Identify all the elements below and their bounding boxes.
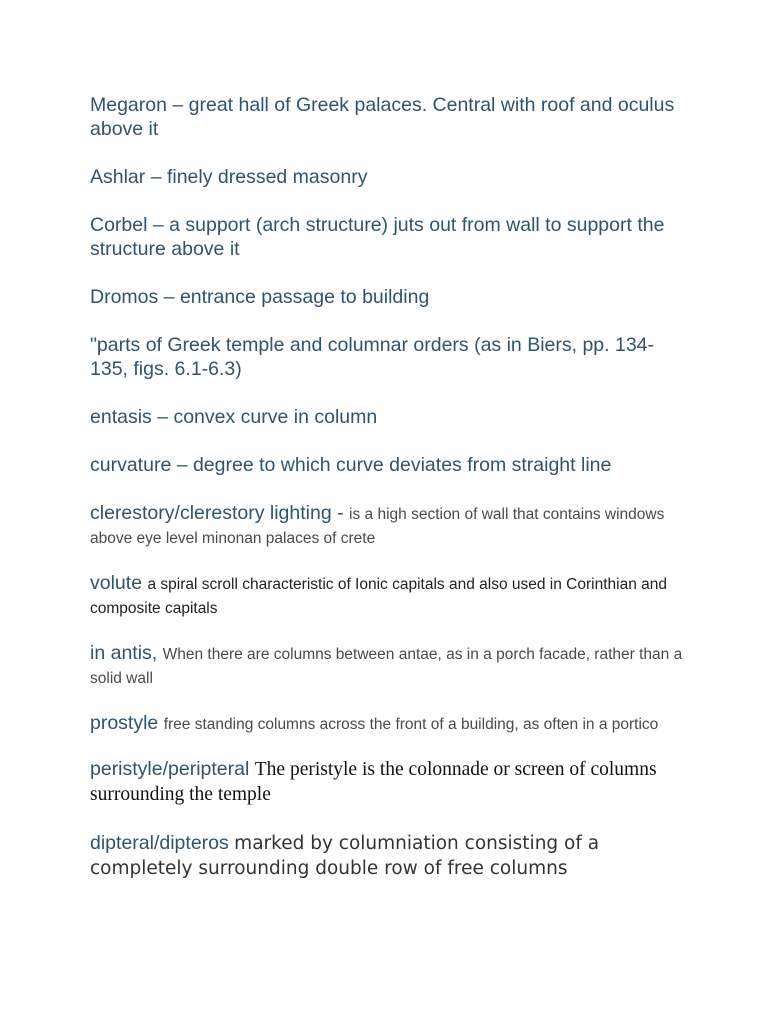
- entry-dromos: Dromos – entrance passage to building: [90, 286, 430, 308]
- entry-corbel: Corbel – a support (arch structure) juts out from wall to support the structure above it: [90, 214, 665, 260]
- term-prostyle: prostyle: [90, 712, 159, 734]
- entry-volute: [90, 571, 690, 619]
- entry-peristyle: [90, 757, 690, 807]
- definition-clerestory: is a high section of wall that contains windows above eye level minonan palaces of crete: [90, 506, 665, 547]
- definition-dipteral: marked by columniation consisting of a completely surrounding double row of free columns: [90, 833, 600, 879]
- term-dipteral: dipteral/dipteros: [90, 832, 229, 854]
- entry-entasis: entasis – convex curve in column: [90, 406, 378, 428]
- entry-megaron: Megaron – great hall of Greek palaces. Central with roof and oculus above it: [90, 94, 675, 140]
- definition-volute: a spiral scroll characteristic of Ionic capitals and also used in Corinthian and composite capitals: [90, 576, 667, 617]
- entry-curvature: curvature – degree to which curve deviates from straight line: [90, 454, 612, 476]
- glossary-content: [90, 93, 690, 905]
- term-peristyle: peristyle/peripteral: [90, 758, 250, 780]
- definition-prostyle: free standing columns across the front of a building, as often in a portico: [163, 716, 659, 733]
- term-separator: -: [331, 502, 350, 524]
- term-volute: volute: [90, 572, 143, 594]
- definition-peristyle: The peristyle is the colonnade or screen of columns surrounding the temple: [90, 759, 657, 805]
- entry-clerestory: [90, 501, 690, 549]
- entry-prostyle: [90, 711, 690, 735]
- entry-greek-temple-parts: "parts of Greek temple and columnar orders (as in Biers, pp. 134-135, figs. 6.1-6.3): [90, 334, 655, 380]
- definition-in-antis: When there are columns between antae, as in a porch facade, rather than a solid wall: [90, 646, 683, 687]
- term-clerestory: clerestory/clerestory lighting: [90, 502, 332, 524]
- entry-ashlar: Ashlar – finely dressed masonry: [90, 166, 368, 188]
- term-in-antis: in antis,: [90, 642, 158, 664]
- entry-in-antis: [90, 641, 690, 689]
- entry-dipteral: [90, 831, 690, 881]
